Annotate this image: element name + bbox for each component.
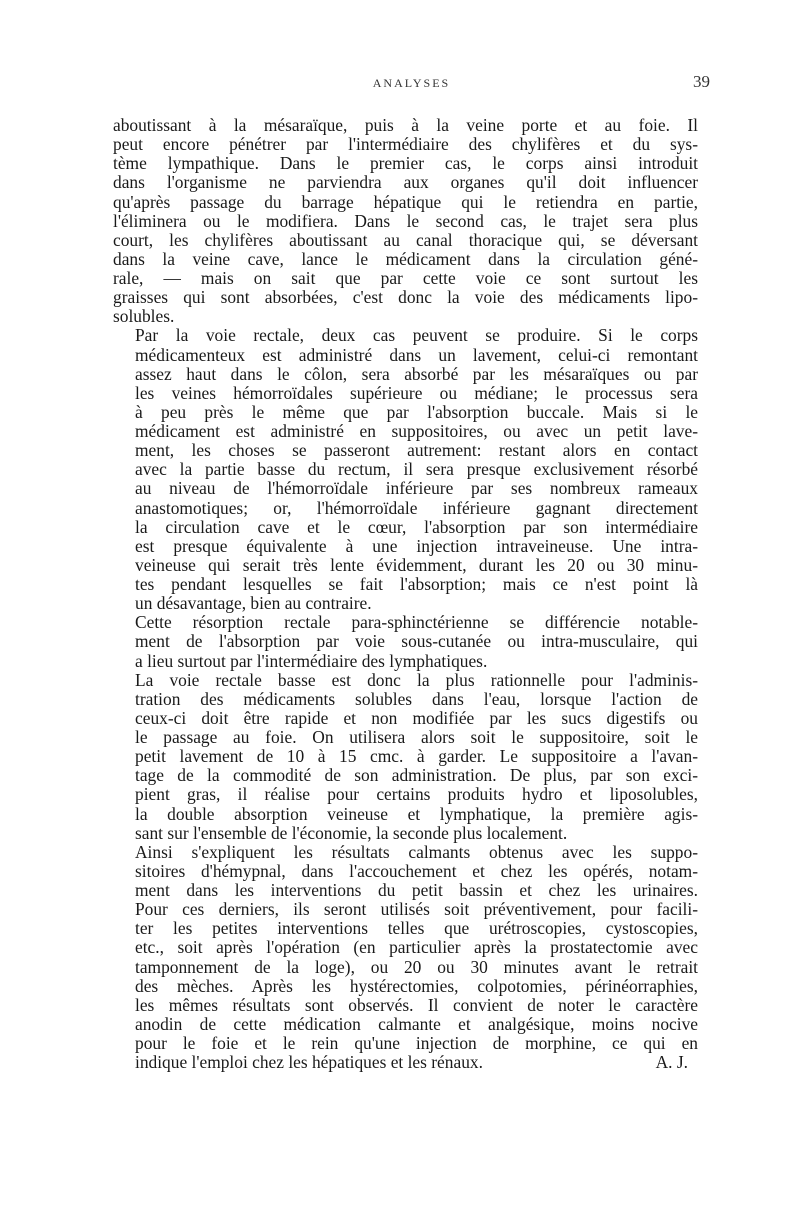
text-line: des mèches. Après les hystérectomies, colpotomies, périnéorraphies, bbox=[135, 975, 698, 996]
text-line: graisses qui sont absorbées, c'est donc la voie des médicaments lipo- bbox=[113, 287, 698, 308]
paragraph bbox=[113, 326, 698, 613]
page-header bbox=[113, 72, 710, 98]
page-number: 39 bbox=[693, 72, 710, 91]
text-line: la double absorption veineuse et lymphatique, la première agis- bbox=[135, 803, 698, 824]
text-line: pient gras, il réalise pour certains produits hydro et liposolubles, bbox=[135, 784, 698, 805]
paragraph bbox=[113, 116, 698, 326]
text-line: ment de l'absorption par voie sous-cutanée ou intra-musculaire, qui bbox=[135, 631, 698, 652]
text-line: médicament est administré en suppositoires, ou avec un petit lave- bbox=[135, 421, 698, 441]
text-line: ment dans les interventions du petit bassin et chez les urinaires. bbox=[135, 880, 698, 900]
paragraph bbox=[113, 843, 698, 1073]
text-line: ceux-ci doit être rapide et non modifiée par les sucs digestifs ou bbox=[135, 707, 698, 728]
text-line: le passage au foie. On utilisera alors soit le suppositoire, soit le bbox=[135, 727, 698, 747]
text-line: anastomotiques; or, l'hémorroïdale inférieure gagnant directement bbox=[135, 497, 698, 518]
text-line: Par la voie rectale, deux cas peuvent se produire. Si le corps bbox=[135, 325, 698, 346]
text-line: peut encore pénétrer par l'intermédiaire des chylifères et du sys- bbox=[113, 134, 698, 155]
text-line: ter les petites interventions telles que urétroscopies, cystoscopies, bbox=[135, 918, 698, 939]
text-line: l'éliminera ou le modifiera. Dans le second cas, le trajet sera plus bbox=[113, 210, 698, 231]
text-line: Pour ces derniers, ils seront utilisés soit préventivement, pour facili- bbox=[135, 899, 698, 920]
text-line: tage de la commodité de son administration. De plus, par son exci- bbox=[135, 765, 698, 786]
text-line: avec la partie basse du rectum, il sera presque exclusivement résorbé bbox=[135, 459, 698, 480]
text-line: ment, les choses se passeront autrement: restant alors en contact bbox=[135, 440, 698, 461]
text-line: petit lavement de 10 à 15 cmc. à garder. Le suppositoire a l'avan- bbox=[135, 746, 698, 767]
text-line: les veines hémorroïdales supérieure ou médiane; le processus sera bbox=[135, 382, 698, 403]
author-signature: A. J. bbox=[655, 1052, 688, 1073]
text-line: la circulation cave et le cœur, l'absorption par son intermédiaire bbox=[135, 516, 698, 537]
text-line: dans l'organisme ne parviendra aux organes qu'il doit influencer bbox=[113, 172, 698, 193]
text-line: etc., soit après l'opération (en particulier après la prostatectomie avec bbox=[135, 937, 698, 958]
text-line: a lieu surtout par l'intermédiaire des lymphatiques. bbox=[135, 650, 488, 671]
text-line: sant sur l'ensemble de l'économie, la seconde plus localement. bbox=[135, 822, 568, 843]
text-line: dans la veine cave, lance le médicament dans la circulation géné- bbox=[113, 248, 698, 269]
text-line: médicamenteux est administré dans un lavement, celui-ci remontant bbox=[135, 344, 698, 365]
text-line: qu'après passage du barrage hépatique qui le retiendra en partie, bbox=[113, 191, 698, 212]
text-line: un désavantage, bien au contraire. bbox=[135, 593, 372, 614]
text-line: rale, — mais on sait que par cette voie ce sont surtout les bbox=[113, 268, 698, 288]
text-line: les mêmes résultats sont observés. Il convient de noter le caractère bbox=[135, 994, 698, 1015]
paragraph bbox=[113, 671, 698, 843]
text-line: veineuse qui serait très lente évidemment, durant les 20 ou 30 minu- bbox=[135, 554, 698, 575]
text-line: assez haut dans le côlon, sera absorbé par les mésaraïques ou par bbox=[135, 363, 698, 384]
text-line: tes pendant lesquelles se fait l'absorption; mais ce n'est point là bbox=[135, 574, 698, 594]
text-line: tème lympathique. Dans le premier cas, le corps ainsi introduit bbox=[113, 153, 698, 174]
text-line: aboutissant à la mésaraïque, puis à la veine porte et au foie. Il bbox=[113, 115, 698, 135]
running-head: ANALYSES bbox=[372, 76, 451, 90]
text-line: Cette résorption rectale para-sphinctérienne se différencie notable- bbox=[135, 612, 698, 633]
text-line: à peu près le même que par l'absorption buccale. Mais si le bbox=[135, 401, 698, 422]
text-line: anodin de cette médication calmante et analgésique, moins nocive bbox=[135, 1013, 698, 1034]
article-body bbox=[113, 116, 698, 1072]
paragraph bbox=[113, 613, 698, 670]
text-line: pour le foie et le rein qu'une injection de morphine, ce qui en bbox=[135, 1033, 698, 1053]
text-line: court, les chylifères aboutissant au canal thoracique qui, se déversant bbox=[113, 229, 698, 250]
text-line: sitoires d'hémypnal, dans l'accouchement et chez les opérés, notam- bbox=[135, 860, 698, 881]
text-line: est presque équivalente à une injection intraveineuse. Une intra- bbox=[135, 535, 698, 556]
text-line: tamponnement de la loge), ou 20 ou 30 minutes avant le retrait bbox=[135, 956, 698, 977]
text-line: au niveau de l'hémorroïdale inférieure par ses nombreux rameaux bbox=[135, 478, 698, 499]
text-line: solubles. bbox=[113, 306, 175, 327]
text-line: La voie rectale basse est donc la plus rationnelle pour l'adminis- bbox=[135, 669, 698, 690]
text-line: tration des médicaments solubles dans l'eau, lorsque l'action de bbox=[135, 688, 698, 709]
text-line: indique l'emploi chez les hépatiques et les rénaux. A. J. bbox=[135, 1052, 688, 1073]
text-line: Ainsi s'expliquent les résultats calmants obtenus avec les suppo- bbox=[135, 841, 698, 862]
